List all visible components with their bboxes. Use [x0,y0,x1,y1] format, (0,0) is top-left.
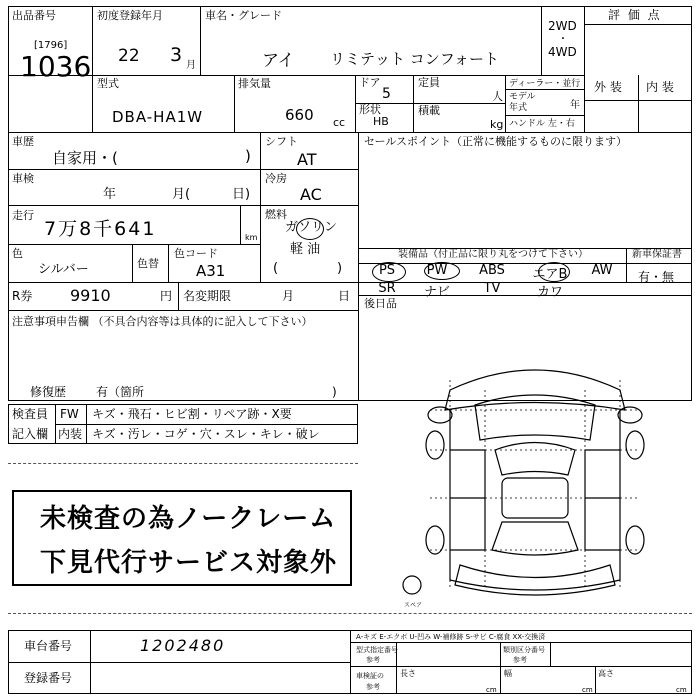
height-unit: cm [676,686,687,694]
body-outline [450,410,620,590]
reg-number-label: 登録番号 [24,671,73,685]
shape-label: 形状 [359,103,381,116]
fuel-other-close: ) [337,261,343,276]
first-reg-year: 22 [118,46,140,66]
col-divider [55,404,56,444]
inspection-label: 車検 [12,172,34,185]
equip-abs: ABS [479,263,505,278]
col-divider [86,404,87,444]
interior-label: 内 装 [646,80,674,94]
equip-ps: PS [378,263,396,278]
equipment-title: 装備品（付正品に限り丸をつけて下さい） [398,249,588,260]
spare-label: スペア [404,602,423,609]
history-value: 自家用・( [52,149,118,167]
fuel-label: 燃料 [265,208,287,221]
first-reg-month: 3 [170,44,183,66]
col-divider [178,282,179,310]
exterior-label: 外 装 [594,80,622,94]
row-divider [358,295,692,296]
stamp-line-1: 未検査の為ノークレーム [40,504,337,534]
repair-history-value: 有（箇所 [96,385,145,399]
equip-airbag: エアB [532,267,568,282]
col-divider [541,6,542,75]
equip-pw: PW [426,263,448,278]
row-divider [8,205,358,206]
row-divider [8,310,358,311]
fw-text: キズ・飛石・ヒビ割・リペア跡・X要 [92,407,292,421]
model-year-label: モデル [509,92,536,102]
load-unit: kg [490,118,504,131]
col-divider [358,132,359,401]
col-divider [234,75,235,132]
length-unit: cm [486,686,497,694]
spec-label2: 参考 [366,656,380,664]
deadline-label: 名変期限 [183,289,232,303]
drive-2wd: 2WD [548,19,577,33]
col-divider [240,205,241,244]
shift-label: シフト [265,135,298,148]
color-code-value: A31 [196,262,226,280]
car-grade: リミテット コンフォート [330,50,500,68]
row-divider [8,282,692,283]
repair-history-close: ) [332,385,337,399]
inspector-label: 検査員 [12,407,49,421]
drive-4wd: 4WD [548,45,577,59]
row-divider [505,115,584,116]
height-label: 高さ [598,669,614,678]
col-divider [500,642,501,666]
front-outline [445,370,625,410]
fuel-diesel: 軽 油 [290,242,321,257]
warranty-label: 新車保証書 [632,249,682,260]
handle-label: ハンドル 左・右 [509,119,575,129]
row-divider [8,169,358,170]
col-divider [132,244,133,282]
lot-number: 1036 [20,50,92,83]
recycle-value: 9910 [70,286,111,305]
after-items-label: 後日品 [364,297,397,310]
width-label: 幅 [504,669,512,678]
col-divider [500,666,501,694]
ac-label: 冷房 [265,172,287,185]
name-grade-label: 車名・グレード [205,9,282,22]
equip-airbag-circle [538,262,570,282]
col-divider [90,630,91,694]
row-divider [8,132,692,133]
color-label: 色 [12,247,23,260]
shape-value: HB [373,115,389,128]
dashed-line [8,613,692,614]
interior-inspect-text: キズ・汚レ・コゲ・穴・スレ・キレ・破レ [92,427,320,441]
dealer-label: ディーラー・並行 [509,79,581,89]
load-label: 積載 [418,104,440,117]
history-close: ) [245,147,251,165]
chassis-label: 車台番号 [24,639,73,653]
spare-wheel-icon [403,576,421,594]
rating-label: 評 価 点 [608,8,662,22]
hood-outline [475,395,595,440]
recycle-label: R券 [12,289,33,303]
recycle-unit: 円 [160,289,173,303]
lot-small-number: [1796] [34,40,68,51]
dimension-label2: 参考 [366,683,380,691]
col-divider [505,75,506,132]
wheel-icon [626,431,644,459]
row-divider [8,75,584,76]
col-divider [200,6,201,75]
interior-inspect-label: 内装 [58,427,83,441]
first-reg-label: 初度登録年月 [97,9,163,22]
fuel-other-open: ( [273,261,279,276]
stamp-line-2: 下見代行サービス対象外 [40,548,338,578]
col-divider [595,666,596,694]
model-year-label2: 年式 [509,103,528,113]
displacement-unit: cc [333,116,346,129]
dimension-label: 車検証の [356,672,384,680]
model-value: DBA-HA1W [112,108,204,126]
color-value: シルバー [38,262,89,277]
color-code-label: 色コード [174,247,218,260]
warranty-value: 有・無 [638,270,675,284]
deadline-month: 月 [282,289,295,303]
col-divider [260,132,261,282]
mileage-unit: km [245,233,258,242]
lot-label: 出品番号 [12,9,56,22]
left-doors [450,450,485,550]
month-unit: 月 [186,60,196,71]
class-label: 類別区分番号 [503,646,545,654]
notes-label: 注意事項申告欄 （不具合内容等は具体的に記入して下さい） [12,315,313,328]
door-value: 5 [382,86,391,102]
row-divider [8,662,350,663]
ac-value: AC [300,185,322,204]
equip-tv: TV [483,281,501,296]
windshield-outline [495,443,575,476]
door-label: ドア [359,76,381,89]
col-divider [168,244,169,282]
fuel-gas-circle [296,218,324,240]
sales-point-label: セールスポイント（正常に機能するものに限ります） [364,135,628,148]
displacement-value: 660 [285,106,314,124]
row-divider [55,424,358,425]
inspection-month: 月( [172,187,191,202]
year-unit: 年 [570,100,580,111]
deadline-day: 日 [338,289,351,303]
inspection-year: 年 [103,187,117,202]
col-divider [626,248,627,282]
capacity-unit: 人 [492,90,503,103]
col-divider [550,642,551,666]
equip-ps-circle [372,262,406,282]
col-divider [638,75,639,132]
length-label: 長さ [400,669,416,678]
equip-aw: AW [591,263,613,278]
equip-sr: SR [378,281,396,296]
fw-label: FW [60,407,79,421]
row-divider [584,24,692,25]
row-divider [358,263,692,264]
row-divider [8,244,260,245]
col-divider [92,6,93,132]
drive-dot: ・ [558,34,568,45]
class-label2: 参考 [513,656,527,664]
dashed-line [8,463,358,464]
repaint-label: 色替 [137,257,159,270]
history-label: 車歴 [12,135,34,148]
mileage-value: 7万8千641 [44,218,157,240]
row-divider [350,666,692,667]
col-divider [350,630,351,694]
fuel-gas: ガソリン [285,220,338,235]
model-label: 型式 [97,77,119,90]
width-unit: cm [582,686,593,694]
capacity-label: 定員 [418,76,440,89]
mileage-label: 走行 [12,209,34,222]
equip-pw-circle [424,262,460,280]
spec-label: 型式指定番号 [356,646,398,654]
damage-legend: A-キズ E-エクボ U-凹み W-補修跡 S-サビ C-腐食 XX-交換済 [356,633,546,641]
car-name: アイ [262,51,295,71]
equip-navi: ナビ [423,285,450,300]
shift-value: AT [297,150,317,169]
inspector-label2: 記入欄 [12,427,49,441]
chassis-value: 1202480 [140,636,226,655]
displacement-label: 排気量 [238,77,271,90]
wheel-icon [426,431,444,459]
equip-leather: カワ [536,285,563,300]
repair-history-label: 修復歴 [30,385,67,399]
inspection-day: 日) [232,187,251,202]
car-body-diagram [390,350,680,610]
right-doors [585,450,620,550]
